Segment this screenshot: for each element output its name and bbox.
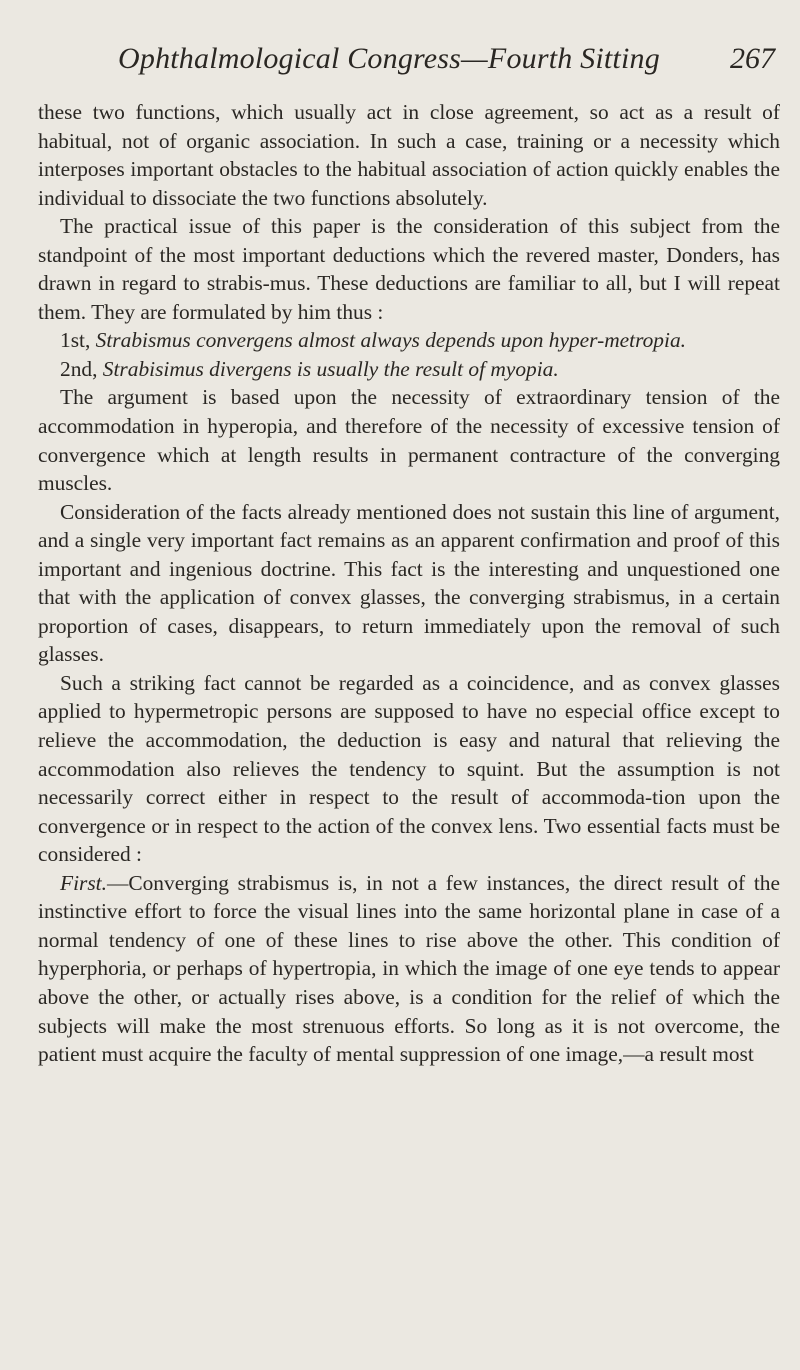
deduction-text: Strabisimus divergens is usually the result of myopia. <box>102 356 559 381</box>
paragraph-practical-issue: The practical issue of this paper is the consideration of this subject from the standpoint of the most important deductions which the revered master, Donders, has drawn in regard to strabis-mus. These deductions are familiar to all, but I will repeat them. They are formulated by him thus : <box>38 214 780 324</box>
paragraph-first-fact: First.—Converging strabismus is, in not a few instances, the direct result of the instinctive effort to force the visual lines into the same horizontal plane in case of a normal tendency of one of these lines to rise above the other. This condition of hyperphoria, or perhaps of hypertropia, in which the image of one eye tends to appear above the other, or actually rises above, is a condition for the relief of which the subjects will make the most strenuous efforts. So long as it is not overcome, the patient must acquire the faculty of mental suppression of one image,—a result most <box>38 870 780 1067</box>
paragraph-argument: The argument is based upon the necessity of extraordinary tension of the accommodation in hyperopia, and therefore of the necessity of excessive tension of convergence which at length results in permanent contracture of the converging muscles. <box>38 385 780 496</box>
deduction-text: Strabismus convergens almost always depends upon hyper-metropia. <box>95 328 686 353</box>
first-label: First. <box>60 870 107 895</box>
page-number: 267 <box>730 42 775 75</box>
page-header <box>118 40 775 90</box>
paragraph-striking-fact: Such a striking fact cannot be regarded as a coincidence, and as convex glasses applied to hypermetropic persons are supposed to have no especial office except to relieve the accommodation, the deduction is easy and natural that relieving the accommodation also relieves the tendency to squint. But the assumption is not necessarily correct either in respect to the result of accommoda-tion upon the convergence or in respect to the action of the convex lens. Two essential facts must be considered : <box>38 670 780 867</box>
paragraph-deduction-second <box>38 355 780 384</box>
paragraph-consideration: Consideration of the facts already mentioned does not sustain this line of argument, and a single very important fact remains as an apparent confirmation and proof of this important and ingenious doctrine. This fact is the interesting and unquestioned one that with the application of convex glasses, the converging strabismus, in a certain proportion of cases, disappears, to return immediately upon the removal of such glasses. <box>38 499 780 667</box>
running-head-title: Ophthalmological Congress—Fourth Sitting <box>118 42 660 75</box>
paragraph-continuation: these two functions, which usually act in close agreement, so act as a result of habitual, not of organic association. In such a case, training or a necessity which interposes important obstacles to the habitual association of action quickly enables the individual to dissociate the two functions absolutely. <box>38 100 780 210</box>
body-text <box>38 98 780 1069</box>
deduction-label: 1st, <box>60 328 96 353</box>
deduction-label: 2nd, <box>60 356 103 381</box>
paragraph-deduction-first <box>38 326 780 355</box>
